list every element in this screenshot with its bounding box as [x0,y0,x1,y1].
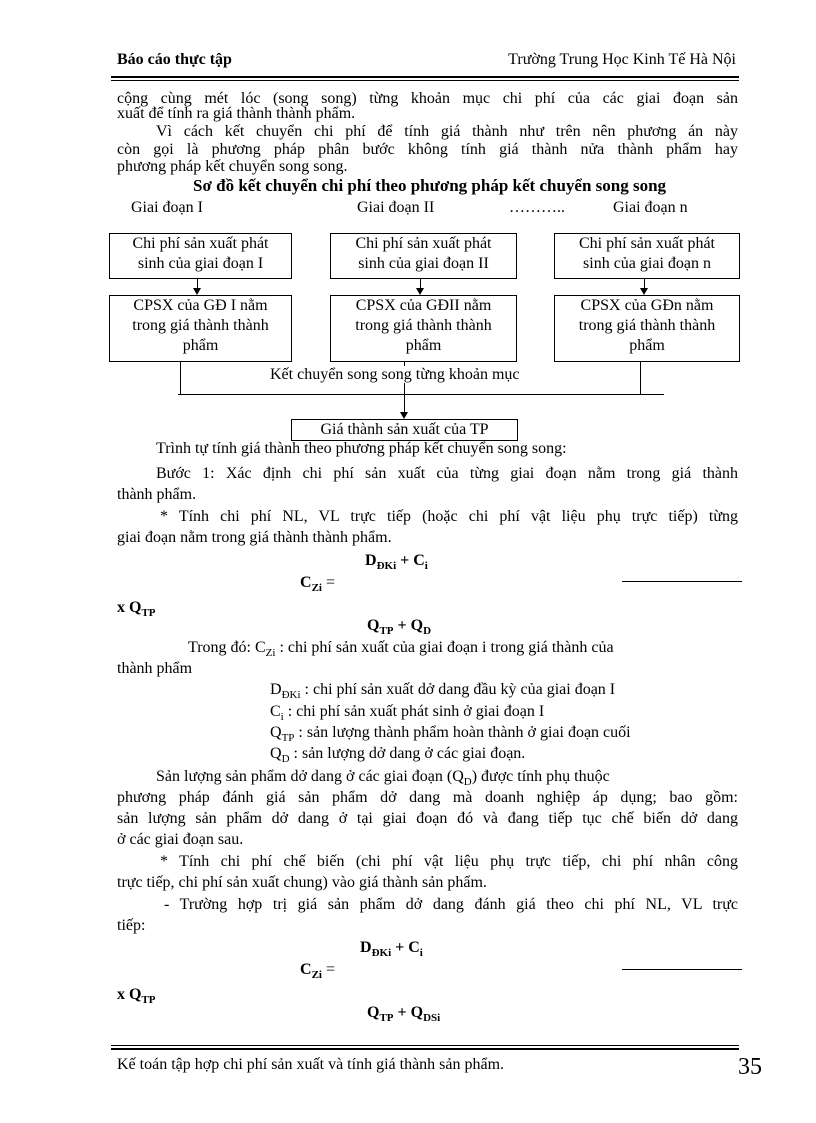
formula-token: Q [367,1004,380,1021]
result-box: Giá thành sản xuất của TP [291,419,518,441]
formula2-multiplier [117,986,156,1009]
intro-para2-line-3: phương pháp kết chuyển song song. [117,158,348,175]
formula-token: = [321,574,335,591]
formula-token: + C [391,939,420,956]
transfer-label: Kết chuyển song song từng khoản mục [270,366,520,383]
formula2-numerator [360,939,423,962]
intro-line-2: xuất để tính ra giá thành thành phẩm. [117,105,356,122]
qd-line-1 [156,768,738,791]
stage-2-share-box [330,295,517,362]
formula-sub: TP [141,994,156,1007]
formula-token: C [300,574,312,591]
formula-token: D [365,552,377,569]
qd-sub: D [463,776,472,789]
def-sym: Q [270,745,282,762]
def-sym: Q [270,724,282,741]
stage-1-share-box [109,295,292,362]
formula-sub: i [424,560,428,573]
box-line: Chi phí sản xuất phát [579,235,715,252]
box-line: CPSX của GĐn nằm [580,297,714,314]
stage-label-ellipsis: ……….. [509,199,565,216]
def-sub: i [280,711,284,724]
def-dki [270,681,615,704]
step1-line-1: Bước 1: Xác định chi phí sản xuất của từng giai đoạn nằm trong giá thành [156,465,738,482]
case-line-2: tiếp: [117,917,146,934]
cb-line-2: trực tiếp, chi phí sản xuất chung) vào giá thành sản phẩm. [117,874,487,891]
qd-line-3: sản lượng sản phẩm dở dang ở tại giai đoạn đó và đang tiếp tục chế biến dở dang [117,810,738,827]
formula-sub: D [423,625,432,638]
formula-sub: TP [379,625,394,638]
def-sym: D [270,681,282,698]
connector-right [640,361,641,394]
formula-token: = [321,961,335,978]
box-line: phẩm [405,337,442,354]
footer-text: Kế toán tập hợp chi phí sản xuất và tính giá thành sản phẩm. [117,1056,505,1073]
intro-line-1: cộng cùng mét lóc (song song) từng khoản mục chi phí của các giai đoạn sản [117,90,738,107]
stage-label-1: Giai đoạn I [131,199,203,216]
nl-line-2: giai đoạn nằm trong giá thành thành phẩm. [117,529,392,546]
where-token: Trong đó: C [188,639,266,656]
formula2-denominator [367,1004,440,1027]
def-sub: ĐKi [281,689,301,702]
horizontal-merge-line [178,394,664,395]
formula1-fraction-line [622,581,742,582]
diagram-title: Sơ đồ kết chuyển chi phí theo phương pháp kết chuyển song song [193,176,667,195]
formula-sub: TP [141,607,156,620]
formula-token: D [360,939,372,956]
arrow-shaft-result [404,395,405,413]
box-line: trong giá thành thành [132,317,269,334]
footer-rule-thin [111,1045,739,1046]
sequence-title: Trình tự tính giá thành theo phương pháp kết chuyển song song: [156,440,567,457]
def-ci [270,703,544,726]
qd-text [156,768,610,791]
stage-label-2: Giai đoạn II [357,199,435,216]
case-line-1: - Trường hợp trị giá sản phẩm dở dang đánh giá theo chi phí NL, VL trực [164,896,738,913]
formula1-multiplier [117,599,156,622]
def-sym: C [270,703,281,720]
formula-sub: i [419,947,423,960]
formula1-denominator [367,617,431,640]
qd-token: Sản lượng sản phẩm dở dang ở các giai đoạn (Q [156,768,464,785]
def-text: : chi phí sản xuất phát sinh ở giai đoạn I [283,703,545,720]
formula-token: + Q [393,1004,424,1021]
formula2-lhs [300,961,335,984]
qd-token: ) được tính phụ thuộc [471,768,610,785]
arrow-head-down-icon [416,288,424,295]
def-text: : sản lượng dở dang ở các giai đoạn. [289,745,526,762]
arrow-head-down-icon [193,288,201,295]
connector-left [180,361,181,394]
box-line: CPSX của GĐII nằm [355,297,492,314]
formula-token: x Q [117,986,142,1003]
box-line: sinh của giai đoạn II [358,255,489,272]
def-qd [270,745,525,768]
def-text: : chi phí sản xuất dở dang đầu kỳ của giai đoạn I [300,681,616,698]
stage-n-cost-box [554,233,740,279]
box-line: trong giá thành thành [355,317,492,334]
where-sub: Zi [265,647,276,660]
box-line: trong giá thành thành [578,317,716,334]
formula-token: + C [396,552,425,569]
formula-sub: ĐKi [376,560,397,573]
box-line: sinh của giai đoạn I [137,255,264,272]
formula-token: + Q [393,617,424,634]
header-left-title: Báo cáo thực tập [117,51,232,68]
footer-rule-thick [111,1048,739,1050]
formula-sub: TP [379,1012,394,1025]
where-line-1 [188,639,738,662]
box-line: phẩm [182,337,219,354]
formula-sub: ĐKi [371,947,392,960]
formula-sub: Zi [311,582,322,595]
formula-token: x Q [117,599,142,616]
formula-token: C [300,961,312,978]
nl-line-1: * Tính chi phí NL, VL trực tiếp (hoặc chi phí vật liệu phụ trực tiếp) từng [160,508,738,525]
box-line: Chi phí sản xuất phát [355,235,492,252]
stage-1-cost-box [109,233,292,279]
box-line: CPSX của GĐ I nằm [133,297,268,314]
stage-n-share-box [554,295,740,362]
header-right-title: Trường Trung Học Kinh Tế Hà Nội [508,51,736,68]
formula-sub: Zi [311,969,322,982]
step1-line-2: thành phẩm. [117,486,197,503]
arrow-head-down-icon [640,288,648,295]
box-line: sinh của giai đoạn n [583,255,711,272]
box-line: Chi phí sản xuất phát [132,235,269,252]
qd-line-4: ở các giai đoạn sau. [117,831,244,848]
def-qtp [270,724,631,747]
def-sub: D [281,753,290,766]
page-number: 35 [738,1054,762,1080]
stage-label-n: Giai đoạn n [613,199,688,216]
cb-line-1: * Tính chi phí chế biến (chi phí vật liệu phụ trực tiếp, chi phí nhân công [160,853,738,870]
formula-sub: DSi [423,1012,441,1025]
def-sub: TP [281,732,295,745]
formula-token: Q [367,617,380,634]
def-text: : sản lượng thành phẩm hoàn thành ở giai đoạn cuối [294,724,631,741]
formula2-fraction-line [622,969,742,970]
arrow-head-down-icon [400,412,408,419]
header-rule-thick [111,76,739,78]
where-line-2: thành phẩm [117,660,193,677]
header-rule-thin [111,80,739,81]
where-token: : chi phí sản xuất của giai đoạn i trong giá thành của [275,639,614,656]
formula1-numerator [365,552,428,575]
stage-2-cost-box [330,233,517,279]
qd-line-2: phương pháp đánh giá sản phẩm dở dang mà doanh nghiệp áp dụng; bao gồm: [117,789,738,806]
box-line: phẩm [629,337,665,354]
intro-para2-line-1: Vì cách kết chuyển chi phí để tính giá thành như trên nên phương án này [156,123,738,140]
intro-para2-line-2: còn gọi là phương pháp phân bước không tính giá thành nửa thành phẩm hay [117,141,738,158]
formula1-lhs [300,574,335,597]
